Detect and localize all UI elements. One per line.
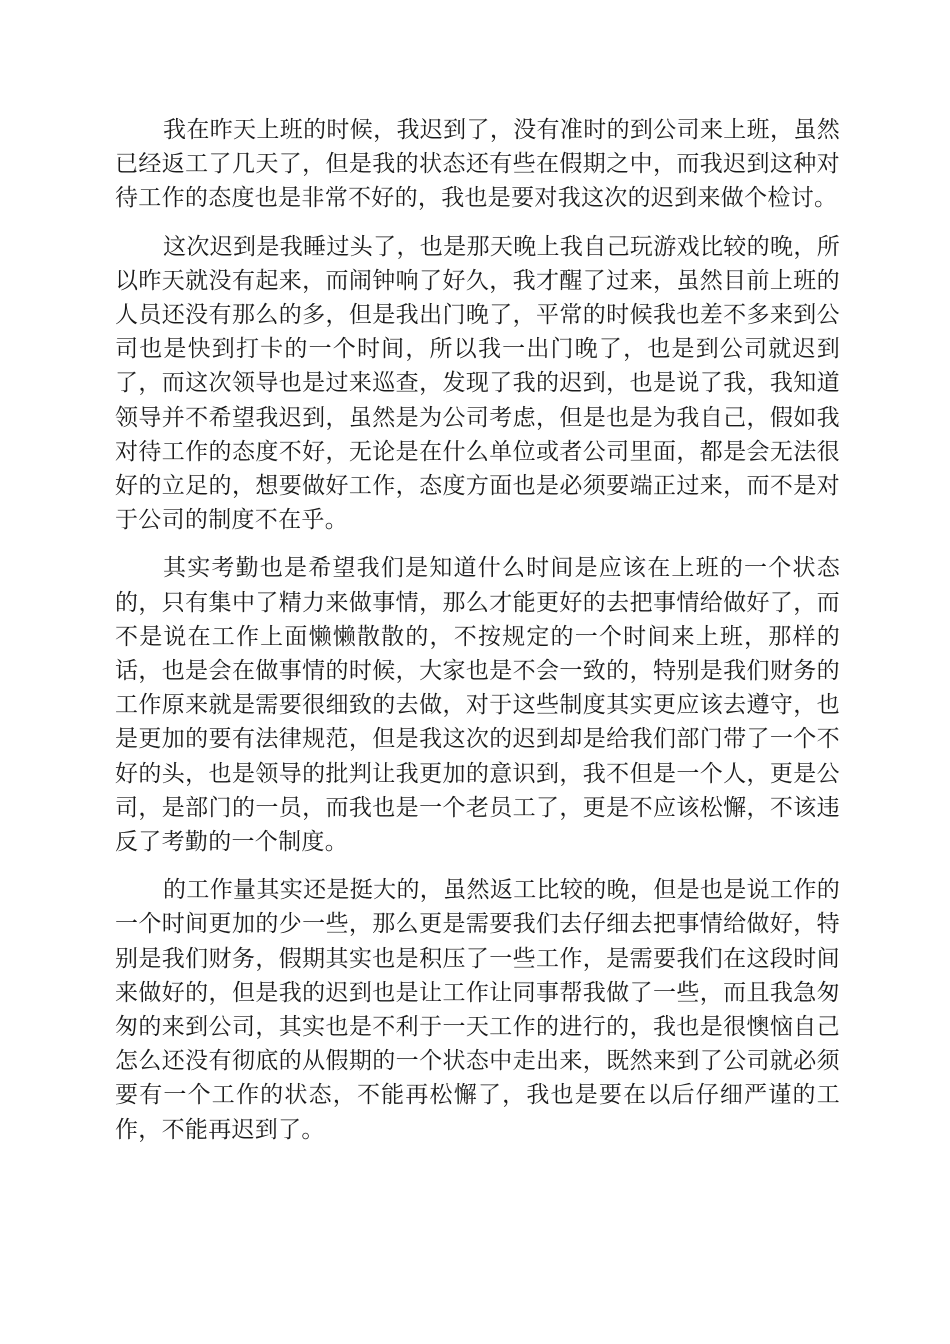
paragraph-3: 其实考勤也是希望我们是知道什么时间是应该在上班的一个状态的，只有集中了精力来做事情，那么才能更好的去把事情给做好了，而不是说在工作上面懒懒散散的，不按规定的一个时间来上班，那样的话，也是会在做事情的时候，大家也是不会一致的，特别是我们财务的工作原来就是需要很细致的去做，对于这些制度其实更应该去遵守，也是更加的要有法律规范，但是我这次的迟到却是给我们部门带了一个不好的头，也是领导的批判让我更加的意识到，我不但是一个人，更是公司，是部门的一员，而我也是一个老员工了，更是不应该松懈，不该违反了考勤的一个制度。 [115,555,840,856]
paragraph-2: 这次迟到是我睡过头了，也是那天晚上我自己玩游戏比较的晚，所以昨天就没有起来，而闹钟响了好久，我才醒了过来，虽然目前上班的人员还没有那么的多，但是我出门晚了，平常的时候我也差不多来到公司也是快到打卡的一个时间，所以我一出门晚了，也是到公司就迟到了，而这次领导也是过来巡查，发现了我的迟到，也是说了我，我知道领导并不希望我迟到，虽然是为公司考虑，但是也是为我自己，假如我对待工作的态度不好，无论是在什么单位或者公司里面，都是会无法很好的立足的，想要做好工作，态度方面也是必须要端正过来，而不是对于公司的制度不在乎。 [115,233,840,534]
paragraph-4: 的工作量其实还是挺大的，虽然返工比较的晚，但是也是说工作的一个时间更加的少一些，那么更是需要我们去仔细去把事情给做好，特别是我们财务，假期其实也是积压了一些工作，是需要我们在这段时间来做好的，但是我的迟到也是让工作让同事帮我做了一些，而且我急匆匆的来到公司，其实也是不利于一天工作的进行的，我也是很懊恼自己怎么还没有彻底的从假期的一个状态中走出来，既然来到了公司就必须要有一个工作的状态，不能再松懈了，我也是要在以后仔细严谨的工作，不能再迟到了。 [115,877,840,1143]
paragraph-1: 我在昨天上班的时候，我迟到了，没有准时的到公司来上班，虽然已经返工了几天了，但是我的状态还有些在假期之中，而我迟到这种对待工作的态度也是非常不好的，我也是要对我这次的迟到来做个检讨。 [115,117,840,212]
document-body [115,113,840,1161]
